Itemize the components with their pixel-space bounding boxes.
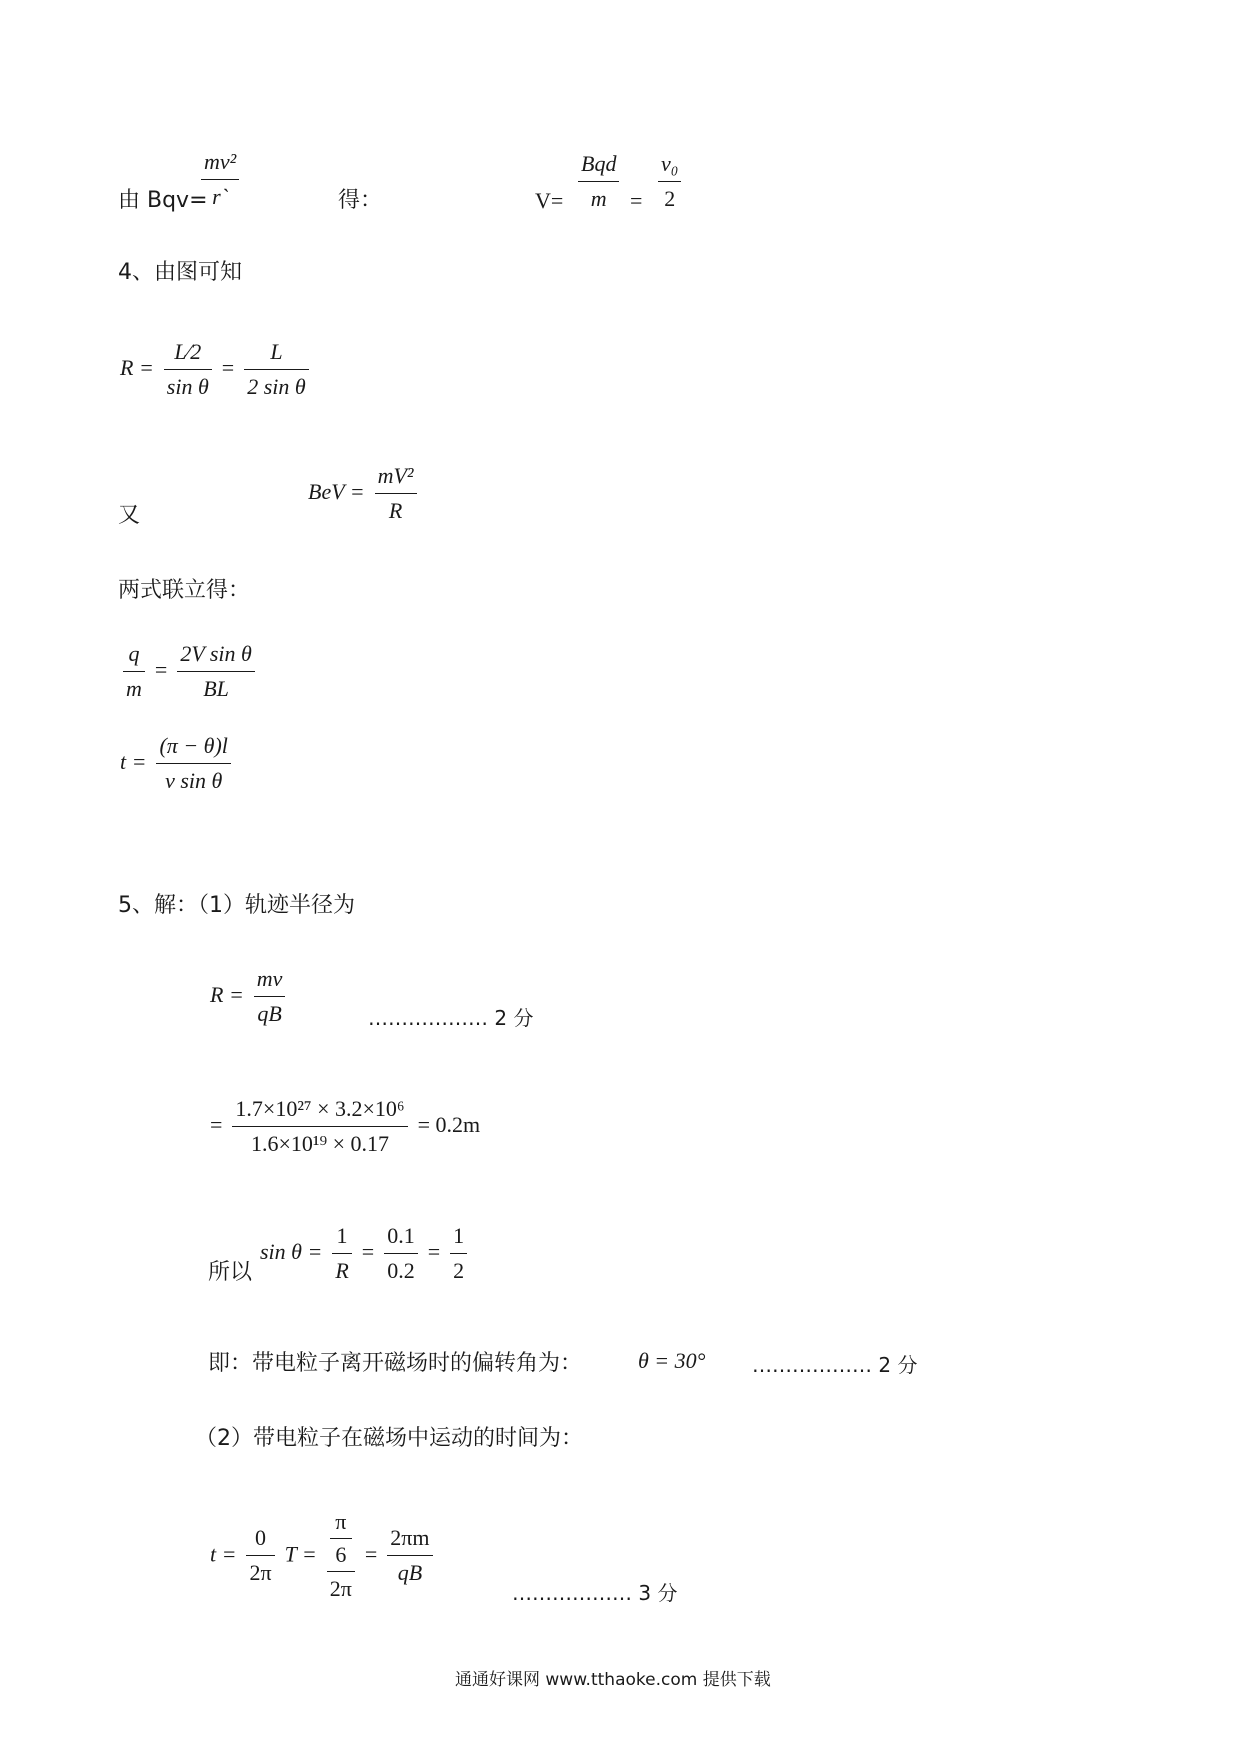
q5-theta: θ = 30° xyxy=(638,1348,706,1373)
q4-t-equation xyxy=(120,732,234,794)
q5-sin-f3-den: 2 xyxy=(453,1257,465,1283)
line1-prefix: 由 Bqv= xyxy=(118,188,208,213)
q5-suoyi: 所以 xyxy=(208,1260,253,1285)
q4-qm-num: q xyxy=(123,640,145,672)
line1-frac3-num: v₀ xyxy=(658,150,681,182)
q4-qm-eq: = xyxy=(154,657,168,682)
q4-qm-equation xyxy=(120,640,258,702)
q5-t-f3-num: 2πm xyxy=(387,1524,432,1556)
footer-text: 通通好课网 www.tthaoke.com 提供下载 xyxy=(455,1670,771,1690)
q5-t-f3-den: qB xyxy=(397,1559,423,1585)
q4-r-f2-den: 2 sin θ xyxy=(247,373,306,399)
line1-frac2-den: m xyxy=(590,185,607,211)
q5-part2: （2）带电粒子在磁场中运动的时间为： xyxy=(195,1426,583,1451)
q4-t-lhs: t = xyxy=(120,749,147,774)
q4-r-f2-num: L xyxy=(244,338,308,370)
q5-r-lhs: R = xyxy=(210,982,244,1007)
q5-calc-equation xyxy=(210,1095,480,1157)
line1-frac1-num: mv² xyxy=(201,148,239,180)
q4-bev-den: R xyxy=(388,497,403,523)
q5-t-f1-num: 0 xyxy=(246,1524,274,1556)
q4-r-f1-den: sin θ xyxy=(166,373,209,399)
q4-qm-rden: BL xyxy=(203,675,229,701)
q5-t-lhs: t = xyxy=(210,1541,237,1567)
q5-r-num: mv xyxy=(254,965,286,997)
q4-you: 又 xyxy=(118,503,141,528)
q5-t-f1-den: 2π xyxy=(249,1559,272,1585)
q5-t-T: T = xyxy=(284,1541,317,1567)
q5-t-f2-num-bot: 6 xyxy=(335,1541,347,1567)
q4-qm-den: m xyxy=(126,675,142,701)
q5-sin-lhs: sin θ = xyxy=(260,1239,323,1264)
q5-sin-f2-den: 0.2 xyxy=(387,1257,415,1283)
line1-frac1-den: r` xyxy=(212,183,229,209)
q5-heading: 5、解：（1）轨迹半径为 xyxy=(118,893,355,918)
q5-sin-f3-num: 1 xyxy=(450,1222,467,1254)
q5-theta-score: ……………… 2 分 xyxy=(752,1353,918,1377)
q5-t-score: ……………… 3 分 xyxy=(512,1581,678,1605)
line1-v-eq: V= xyxy=(535,188,564,213)
line1-eq: = xyxy=(630,188,643,213)
q4-heading: 4、由图可知 xyxy=(118,260,242,285)
q4-r-lhs: R = xyxy=(120,355,154,380)
q4-r-equation xyxy=(120,338,312,400)
line1-frac1 xyxy=(198,148,242,210)
q4-r-f1-num: L⁄2 xyxy=(164,338,212,370)
q5-t-f2-den: 2π xyxy=(329,1576,352,1601)
q5-sin-eq1: = xyxy=(361,1239,375,1264)
q5-sin-f2-num: 0.1 xyxy=(384,1222,418,1254)
line1-de: 得： xyxy=(338,188,383,213)
q4-bev-lhs: BeV = xyxy=(308,479,365,504)
q4-r-eq: = xyxy=(221,355,235,380)
q5-sin-f1-num: 1 xyxy=(332,1222,351,1254)
q4-qm-rnum: 2V sin θ xyxy=(177,640,255,672)
q5-r-equation xyxy=(210,965,288,1027)
q5-t-equation xyxy=(210,1508,436,1603)
q4-combine: 两式联立得： xyxy=(118,578,251,603)
q5-sin-f1-den: R xyxy=(335,1257,349,1283)
q5-sin-equation xyxy=(260,1222,470,1284)
q5-t-eq: = xyxy=(364,1541,378,1567)
line1-frac3-den: 2 xyxy=(664,185,676,211)
q5-calc-num: 1.7×10²⁷ × 3.2×10⁶ xyxy=(232,1095,407,1127)
q5-calc-result: = 0.2m xyxy=(417,1112,481,1137)
q4-bev-num: mV² xyxy=(375,462,417,494)
line1-frac2-num: Bqd xyxy=(578,150,619,182)
q5-t-f2-num-top: π xyxy=(330,1508,352,1539)
line1-frac2 xyxy=(575,150,622,212)
q5-calc-eq: = xyxy=(210,1112,223,1137)
q5-calc-den: 1.6×10¹⁹ × 0.17 xyxy=(250,1130,390,1156)
q5-sin-eq2: = xyxy=(427,1239,441,1264)
q5-r-den: qB xyxy=(257,1000,282,1026)
line1-frac3 xyxy=(655,150,684,212)
q4-t-den: v sin θ xyxy=(165,767,223,793)
q4-t-num: (π − θ)l xyxy=(156,732,230,764)
q5-r-score: ……………… 2 分 xyxy=(368,1006,534,1030)
q5-ji: 即：带电粒子离开磁场时的偏转角为： xyxy=(208,1351,583,1376)
q4-bev-equation xyxy=(308,462,420,524)
q5-t-f2-num xyxy=(327,1508,355,1572)
